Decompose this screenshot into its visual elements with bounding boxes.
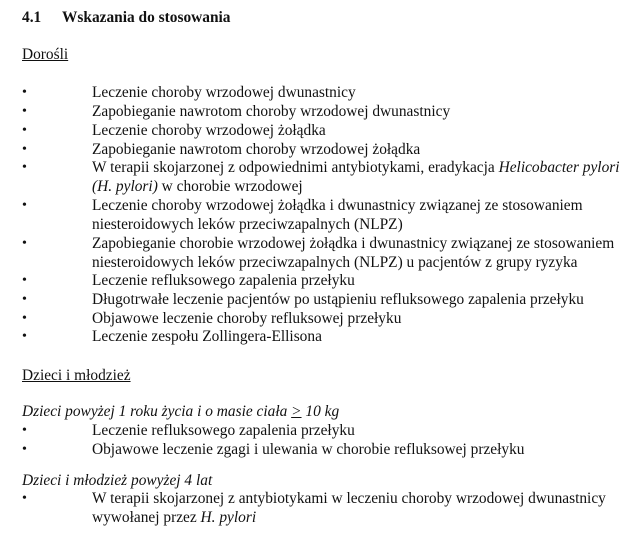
section-number: 4.1 bbox=[22, 9, 42, 26]
children-group1-heading-weight: 10 kg bbox=[301, 403, 340, 420]
children-group2-item-1 bbox=[92, 490, 632, 528]
children-group2-item-text: W terapii skojarzonej z antybiotykami w leczeniu choroby wrzodowej dwunastnicy wywołanej przez bbox=[92, 490, 606, 526]
adults-item-5-text-a: W terapii skojarzonej z odpowiednimi antybiotykami, eradykacja bbox=[92, 159, 499, 176]
adults-item-2: Zapobieganie nawrotom choroby wrzodowej dwunastnicy bbox=[92, 103, 451, 120]
bullet-icon: • bbox=[22, 423, 27, 438]
geq-symbol: > bbox=[291, 403, 302, 420]
bullet-icon: • bbox=[22, 142, 27, 157]
bullet-icon: • bbox=[22, 329, 27, 344]
adults-item-5-text-b: Helicobacter pylori bbox=[498, 159, 620, 176]
bullet-icon: • bbox=[22, 292, 27, 307]
adults-item-1: Leczenie choroby wrzodowej dwunastnicy bbox=[92, 84, 356, 101]
bullet-icon: • bbox=[22, 236, 27, 251]
adults-item-3: Leczenie choroby wrzodowej żołądka bbox=[92, 122, 326, 139]
adults-heading: Dorośli bbox=[22, 46, 69, 63]
children-group2-item-italic: H. pylori bbox=[200, 508, 257, 526]
section-title: Wskazania do stosowania bbox=[62, 9, 231, 26]
section-heading bbox=[22, 9, 230, 27]
children-group1-heading bbox=[22, 403, 339, 421]
adults-item-5-text-c: (H. pylori) bbox=[92, 177, 158, 195]
adults-item-11: Leczenie zespołu Zollingera-Ellisona bbox=[92, 328, 322, 345]
children-group2-heading: Dzieci i młodzież powyżej 4 lat bbox=[22, 472, 213, 489]
adults-item-5 bbox=[92, 159, 632, 197]
bullet-icon: • bbox=[22, 491, 27, 506]
bullet-icon: • bbox=[22, 160, 27, 175]
bullet-icon: • bbox=[22, 123, 27, 138]
bullet-icon: • bbox=[22, 85, 27, 100]
children-heading: Dzieci i młodzież bbox=[22, 367, 131, 384]
bullet-icon: • bbox=[22, 442, 27, 457]
bullet-icon: • bbox=[22, 311, 27, 326]
children-group1-item-2: Objawowe leczenie zgagi i ulewania w chorobie refluksowej przełyku bbox=[92, 441, 525, 458]
adults-item-6: Leczenie choroby wrzodowej żołądka i dwunastnicy związanej ze stosowaniem niesteroidowych leków przeciwzapalnych (NLPZ) bbox=[92, 197, 583, 233]
adults-item-5-text-d: w chorobie wrzodowej bbox=[157, 177, 303, 195]
children-group1-heading-text: Dzieci powyżej 1 roku życia i o masie ciała bbox=[22, 403, 292, 420]
adults-item-10: Objawowe leczenie choroby refluksowej przełyku bbox=[92, 310, 402, 327]
adults-item-7: Zapobieganie chorobie wrzodowej żołądka i dwunastnicy związanej ze stosowaniem niesteroidowych leków przeciwzapalnych (NLPZ) u pacjentów z grupy ryzyka bbox=[92, 235, 615, 271]
bullet-icon: • bbox=[22, 198, 27, 213]
children-group1-item-1: Leczenie refluksowego zapalenia przełyku bbox=[92, 422, 355, 439]
bullet-icon: • bbox=[22, 273, 27, 288]
bullet-icon: • bbox=[22, 104, 27, 119]
adults-item-9: Długotrwałe leczenie pacjentów po ustąpieniu refluksowego zapalenia przełyku bbox=[92, 291, 584, 308]
adults-item-4: Zapobieganie nawrotom choroby wrzodowej żołądka bbox=[92, 141, 421, 158]
adults-item-8: Leczenie refluksowego zapalenia przełyku bbox=[92, 272, 355, 289]
